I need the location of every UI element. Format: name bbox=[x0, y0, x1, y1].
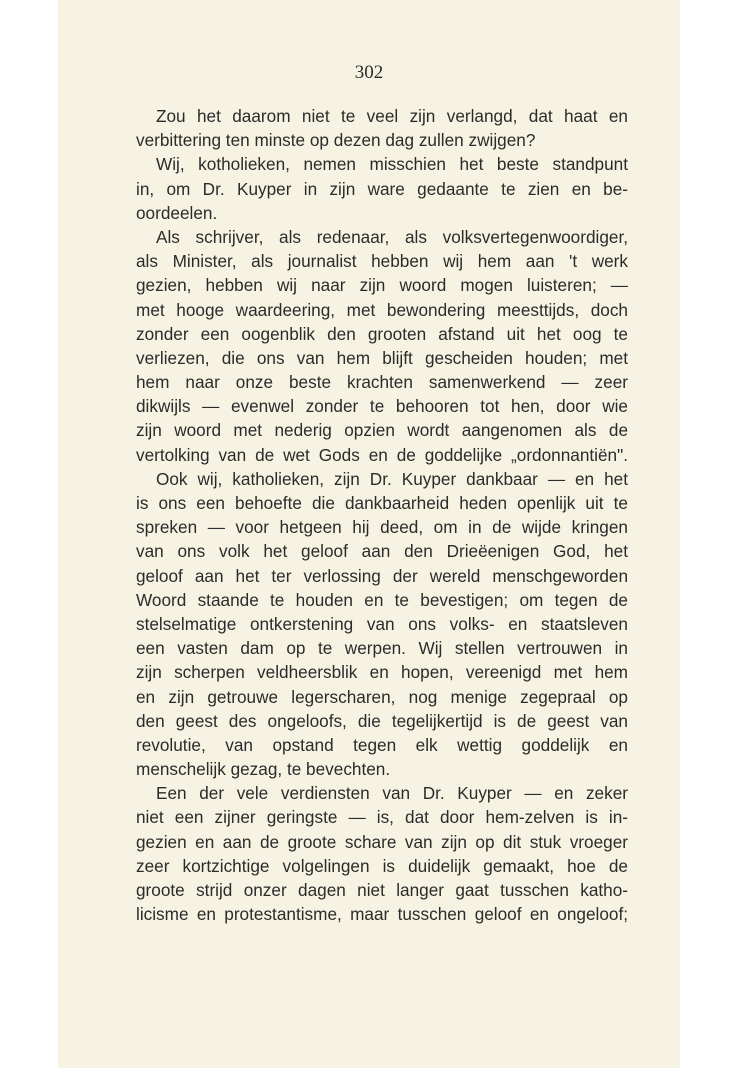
text-line: zeer kortzichtige volgelingen is duidelijk gemaakt, hoe de bbox=[136, 855, 628, 876]
text-line: Een der vele verdiensten van Dr. Kuyper — en zeker bbox=[156, 783, 628, 804]
text-line: hem naar onze beste krachten samenwerkend — zeer bbox=[136, 372, 628, 393]
text-line: is ons een behoefte die dankbaarheid heden openlijk uit te bbox=[136, 493, 628, 513]
text-line: Wij, kotholieken, nemen misschien het beste standpunt bbox=[156, 154, 628, 175]
text-line: als Minister, als journalist hebben wij hem aan 't werk bbox=[136, 251, 628, 272]
text-line: oordeelen. bbox=[136, 202, 218, 223]
paragraph bbox=[136, 104, 628, 152]
text-line: den geest des ongeloofs, die tegelijkertijd is de geest van bbox=[136, 710, 628, 731]
text-line: spreken — voor hetgeen hij deed, om in de wijde kringen bbox=[136, 517, 628, 538]
text-line: in, om Dr. Kuyper in zijn ware gedaante te zien en be- bbox=[136, 178, 628, 199]
paragraph bbox=[136, 225, 628, 467]
text-line: stelselmatige ontkerstening van ons volks- en staatsleven bbox=[136, 613, 628, 634]
text-line: menschelijk gezag, te bevechten. bbox=[136, 759, 391, 780]
text-line: dikwijls — evenwel zonder te behooren tot hen, door wie bbox=[136, 396, 628, 417]
page-number: 302 bbox=[354, 62, 384, 83]
body-text bbox=[136, 104, 628, 926]
text-line: gezien, hebben wij naar zijn woord mogen luisteren; — bbox=[136, 275, 628, 296]
text-line: zijn woord met nederig opzien wordt aangenomen als de bbox=[136, 420, 628, 441]
text-line: licisme en protestantisme, maar tusschen geloof en ongeloof; bbox=[136, 904, 628, 925]
paragraph bbox=[136, 467, 628, 781]
text-line: geloof aan het ter verlossing der wereld menschgeworden bbox=[136, 565, 628, 586]
text-line: Zou het daarom niet te veel zijn verlangd, dat haat en bbox=[156, 106, 628, 126]
text-line: met hooge waardeering, met bewondering meesttijds, doch bbox=[136, 299, 628, 320]
text-line: en zijn getrouwe legerscharen, nog menige zegepraal op bbox=[136, 686, 628, 707]
text-line: vertolking van de wet Gods en de goddelijke „ordonnantiën". bbox=[136, 444, 628, 465]
text-line: Woord staande te houden en te bevestigen; om tegen de bbox=[136, 589, 628, 610]
text-line: verliezen, die ons van hem blijft gescheiden houden; met bbox=[136, 347, 628, 368]
text-line: van ons volk het geloof aan den Drieëenigen God, het bbox=[136, 541, 628, 562]
book-page bbox=[58, 0, 680, 1068]
text-line: Ook wij, katholieken, zijn Dr. Kuyper dankbaar — en het bbox=[156, 468, 628, 489]
paragraph bbox=[136, 152, 628, 225]
text-line: gezien en aan de groote schare van zijn op dit stuk vroeger bbox=[136, 831, 628, 852]
text-line: zonder een oogenblik den grooten afstand uit het oog te bbox=[136, 323, 628, 344]
text-line: niet een zijner geringste — is, dat door hem-zelven is in- bbox=[136, 807, 628, 828]
text-line: Als schrijver, als redenaar, als volksvertegenwoordiger, bbox=[156, 226, 628, 247]
text-line: revolutie, van opstand tegen elk wettig goddelijk en bbox=[136, 734, 628, 755]
text-line: een vasten dam op te werpen. Wij stellen vertrouwen in bbox=[136, 638, 628, 659]
text-line: verbittering ten minste op dezen dag zullen zwijgen? bbox=[136, 130, 536, 151]
paragraph bbox=[136, 781, 628, 926]
text-line: zijn scherpen veldheersblik en hopen, vereenigd met hem bbox=[136, 662, 628, 683]
text-line: groote strijd onzer dagen niet langer gaat tusschen katho- bbox=[136, 880, 628, 900]
